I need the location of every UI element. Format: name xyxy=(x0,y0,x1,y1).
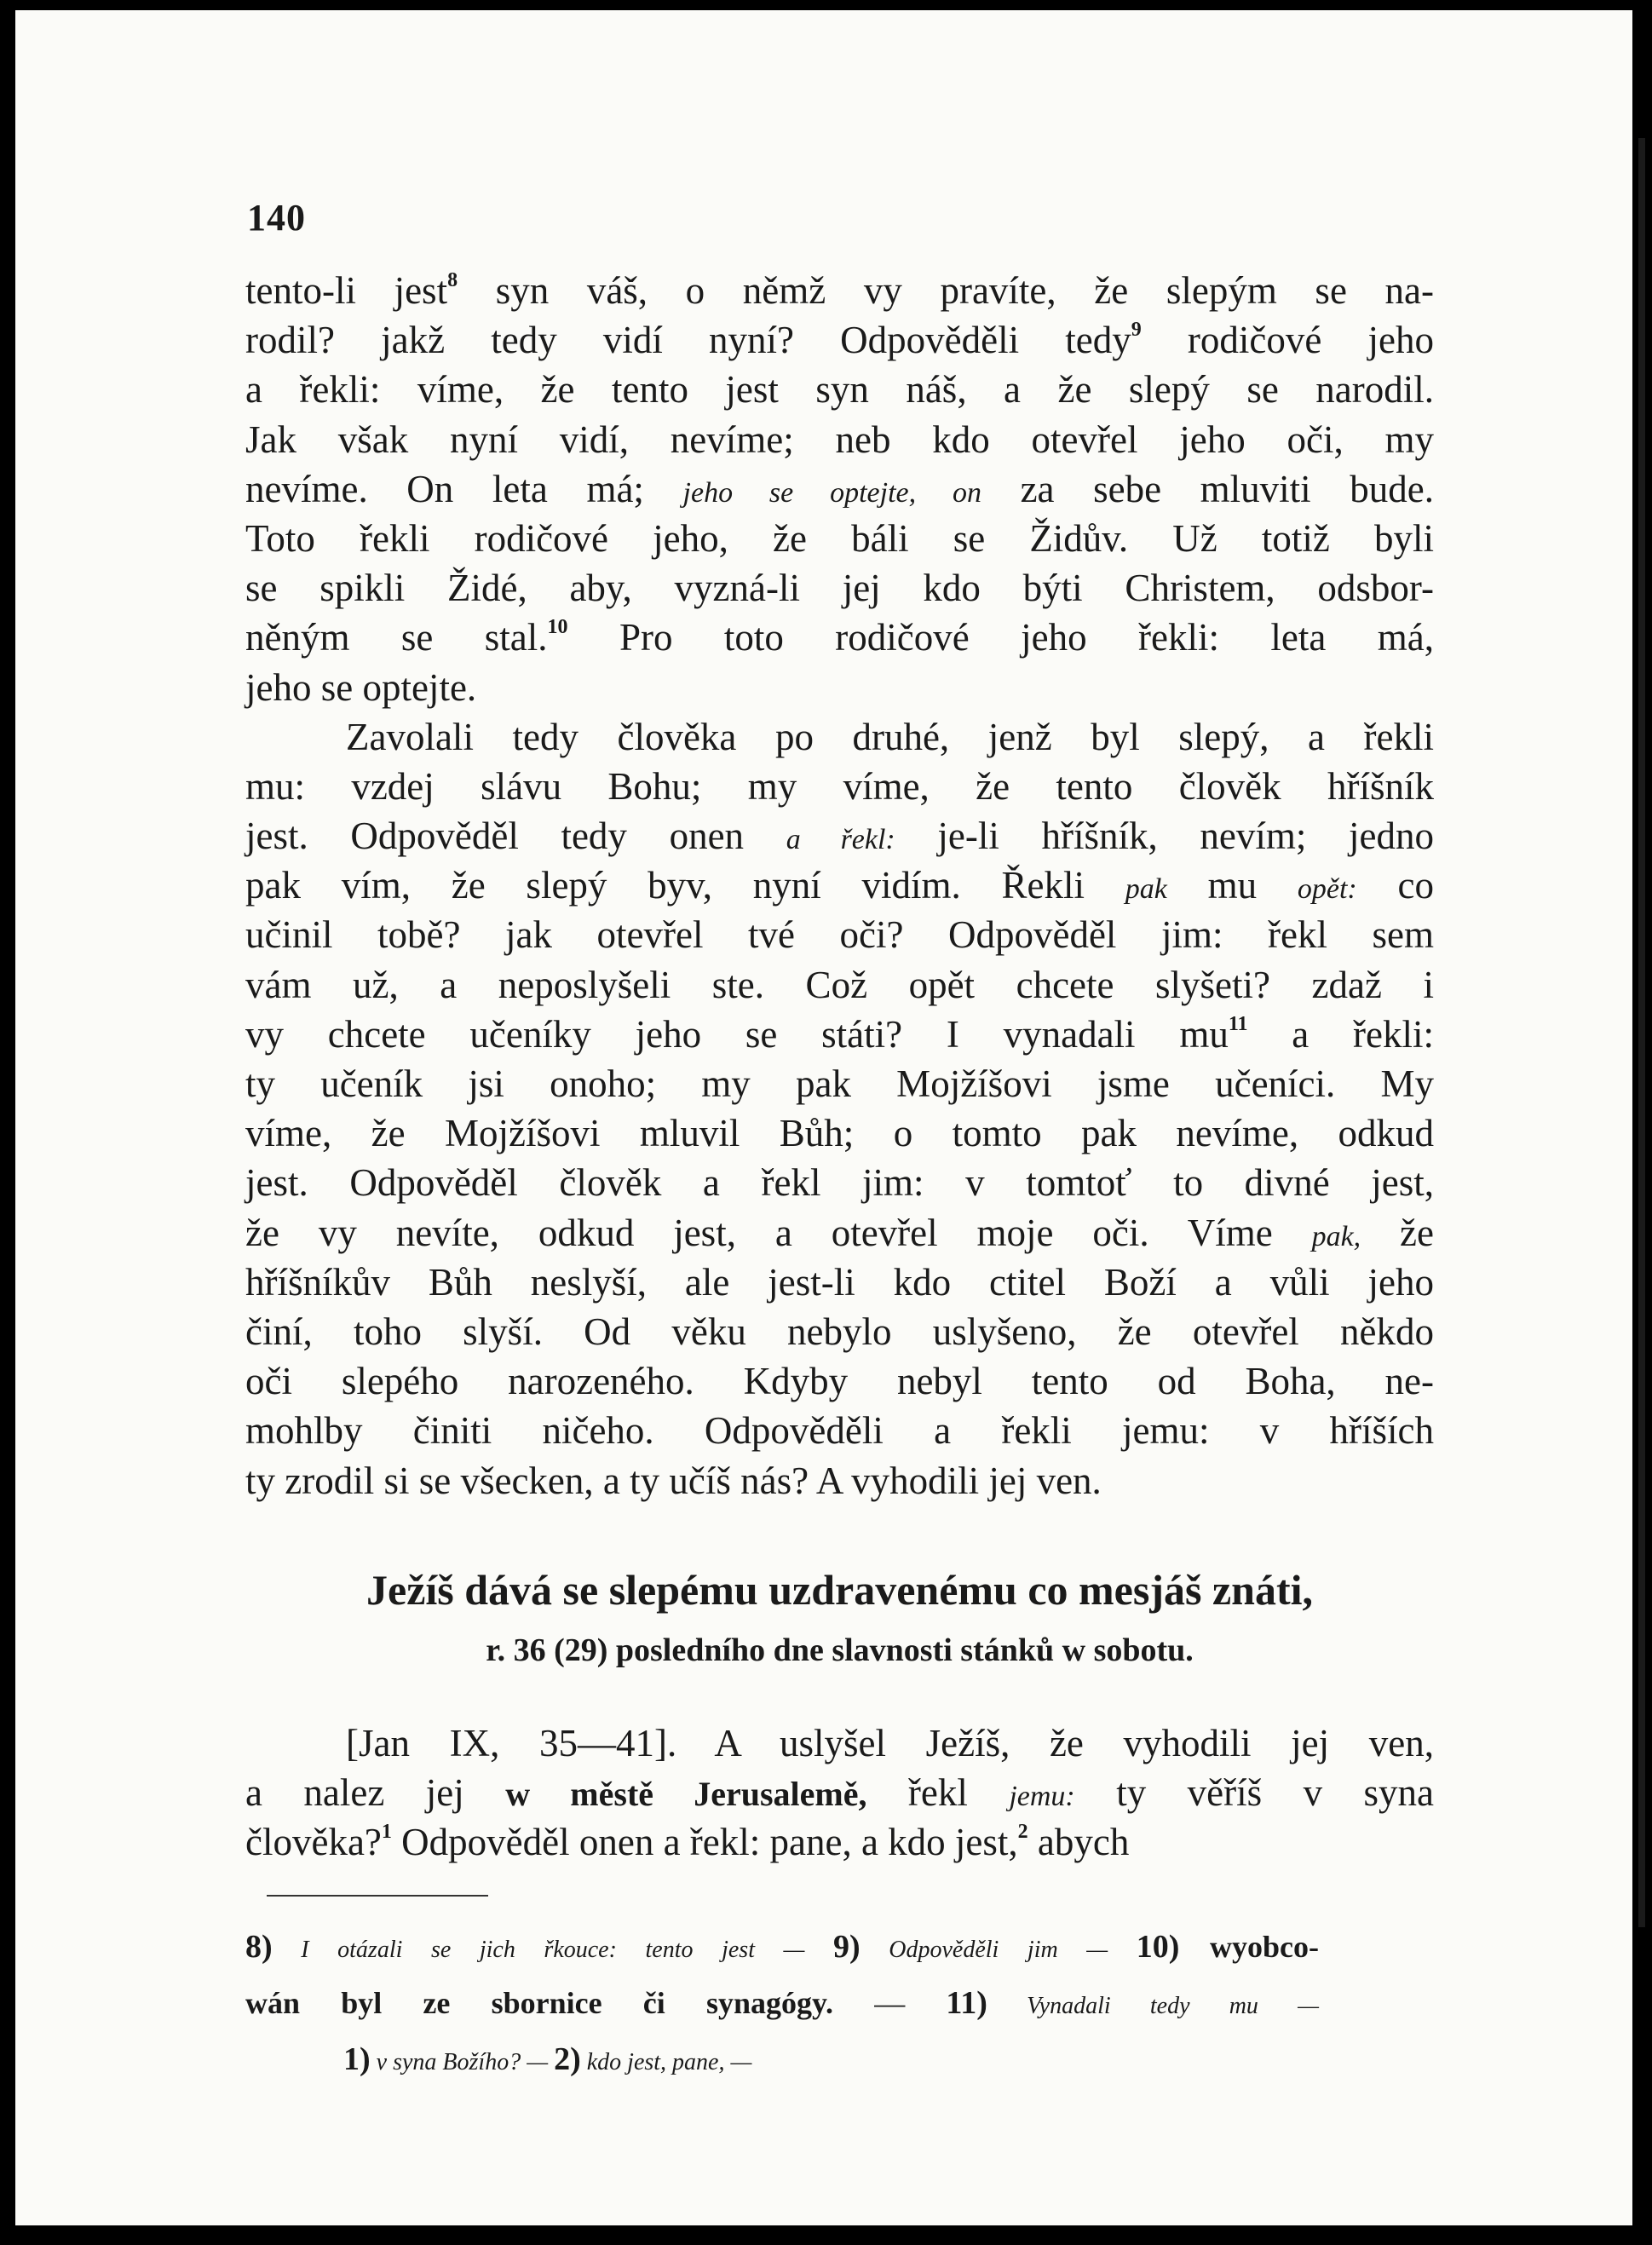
text-line xyxy=(245,1010,1434,1059)
text-span: jest. Odpověděl tedy onen xyxy=(245,815,786,858)
text-line xyxy=(245,514,1434,563)
footnote-marker: 2 xyxy=(1017,1821,1028,1844)
text-line xyxy=(245,960,1434,1010)
text-line xyxy=(245,365,1434,414)
text-line xyxy=(245,762,1434,811)
page-number: 140 xyxy=(247,197,306,239)
text-span: nevíme. On leta má; xyxy=(245,467,683,510)
footnote-number: 10) xyxy=(1136,1929,1180,1965)
text-span: činí, toho slyší. Od věku nebylo uslyšeno, že otevřel někdo xyxy=(245,1310,1434,1353)
italic-text: kdo jest, pane, — xyxy=(580,2049,752,2075)
text-line xyxy=(245,1768,1434,1817)
footnote-marker: 1 xyxy=(381,1821,392,1844)
text-span: Toto řekli rodičové jeho, že báli se Židův. Už totiž byli xyxy=(245,516,1434,560)
blackletter-text: w městě Jerusalemě, xyxy=(505,1775,867,1814)
text-span: co xyxy=(1356,864,1434,907)
italic-text: v syna Božího? — xyxy=(370,2049,555,2075)
text-span: učinil tobě? jak otevřel tvé oči? Odpověděl jim: řekl sem xyxy=(245,913,1434,957)
footnote-marker: 8 xyxy=(447,269,458,291)
italic-text: pak xyxy=(1125,873,1167,906)
text-span: abych xyxy=(1027,1821,1130,1864)
text-span: hříšníkův Bůh neslyší, ale jest-li kdo ctitel Boží a vůli jeho xyxy=(245,1260,1434,1304)
text-line xyxy=(245,712,1434,762)
text-line xyxy=(245,613,1434,662)
paragraph-3 xyxy=(245,1718,1434,1868)
text-span: vy chcete učeníky jeho se státi? I vynadali mu xyxy=(245,1012,1229,1056)
text-line xyxy=(245,1307,1434,1356)
footnote-number: 8) xyxy=(245,1929,273,1965)
footnote-number: 2) xyxy=(554,2041,581,2077)
text-line xyxy=(245,1456,1434,1505)
text-span: je-li hříšník, nevím; jedno xyxy=(895,815,1434,858)
page-edge-shadow xyxy=(1638,138,1645,1927)
text-span: a řekli: víme, že tento jest syn náš, a že slepý se narodil. xyxy=(245,368,1434,412)
text-line xyxy=(245,811,1434,861)
text-span: mu xyxy=(1166,864,1298,907)
text-span: člověka? xyxy=(245,1821,382,1864)
italic-text: a řekl: xyxy=(786,824,895,856)
footnote-marker: 10 xyxy=(547,616,568,639)
text-span: a nalez jej xyxy=(245,1771,506,1815)
text-line xyxy=(245,315,1434,365)
text-line xyxy=(245,563,1434,613)
footnote-number: 9) xyxy=(833,1929,861,1965)
text-span: rodičové jeho xyxy=(1141,319,1434,362)
footnote-marker: 9 xyxy=(1131,319,1142,342)
text-span: vám už, a neposlyšeli ste. Což opět chcete slyšeti? zdaž i xyxy=(245,963,1434,1006)
text-span: — xyxy=(833,1986,947,2020)
text-span: Odpověděl onen a řekl: pane, a kdo jest, xyxy=(391,1821,1018,1864)
text-line xyxy=(245,1817,1434,1867)
text-span: že vy nevíte, odkud jest, a otevřel moje oči. Víme xyxy=(245,1211,1312,1254)
text-span: a řekli: xyxy=(1247,1012,1434,1056)
text-line xyxy=(245,1356,1434,1406)
text-span: pak vím, že slepý byv, nyní vidím. Řekli xyxy=(245,864,1125,907)
italic-text: Odpověděli jim — xyxy=(860,1937,1137,1963)
paragraph-1 xyxy=(245,266,1434,712)
text-line xyxy=(245,464,1434,514)
text-span: syn váš, o němž vy pravíte, že slepým se na- xyxy=(458,269,1434,312)
text-span: že xyxy=(1361,1211,1434,1254)
text-span: ty učeník jsi onoho; my pak Mojžíšovi jsme učeníci. My xyxy=(245,1062,1434,1105)
italic-text: I otázali se jich řkouce: tento jest — xyxy=(272,1937,834,1963)
section-subheading: r. 36 (29) posledního dne slavnosti stánků w sobotu. xyxy=(486,1632,1194,1668)
text-span: oči slepého narozeného. Kdyby nebyl tento od Boha, ne- xyxy=(245,1360,1434,1403)
text-line xyxy=(245,266,1434,315)
text-span: Pro toto rodičové jeho řekli: leta má, xyxy=(567,616,1434,659)
book-page xyxy=(15,10,1632,2225)
text-span: mu: vzdej slávu Bohu; my víme, že tento člověk hříšník xyxy=(245,764,1434,808)
text-span: něným se stal. xyxy=(245,616,548,659)
paragraph-2 xyxy=(245,712,1434,1505)
blackletter-text: wyobco- xyxy=(1179,1930,1319,1964)
text-line xyxy=(245,1258,1434,1307)
text-line xyxy=(245,415,1434,464)
italic-text: jeho se optejte, on xyxy=(682,476,981,509)
text-line xyxy=(245,910,1434,959)
text-line xyxy=(245,1158,1434,1207)
text-span: [Jan IX, 35—41]. A uslyšel Ježíš, že vyhodili jej ven, xyxy=(346,1722,1434,1764)
text-span: tento-li jest xyxy=(245,269,448,312)
footnote-number: 1) xyxy=(343,2041,371,2077)
text-span: řekl xyxy=(866,1771,1010,1815)
italic-text: pak, xyxy=(1311,1220,1361,1252)
text-span: rodil? jakž tedy vidí nyní? Odpověděli tedy xyxy=(245,319,1131,362)
text-line xyxy=(245,2031,1319,2087)
text-span: za sebe mluviti bude. xyxy=(981,467,1435,510)
text-span: ty zrodil si se všecken, a ty učíš nás? A vyhodili jej ven. xyxy=(245,1459,1102,1502)
text-span: Zavolali tedy člověka po druhé, jenž byl slepý, a řekli xyxy=(346,715,1434,758)
text-span: jeho se optejte. xyxy=(245,665,477,709)
text-span: Jak však nyní vidí, nevíme; neb kdo otevřel jeho oči, my xyxy=(245,417,1434,461)
footnote-marker: 11 xyxy=(1228,1012,1248,1035)
italic-text: opět: xyxy=(1297,873,1357,906)
text-line xyxy=(245,1406,1434,1455)
text-line xyxy=(245,1975,1319,2031)
footnotes xyxy=(245,1919,1319,2087)
text-span: jest. Odpověděl člověk a řekl jim: v tomtoť to divné jest, xyxy=(245,1161,1434,1205)
text-line xyxy=(245,1919,1319,1975)
main-text xyxy=(245,266,1434,1505)
text-line xyxy=(245,1108,1434,1158)
text-span: ty věříš v syna xyxy=(1074,1771,1435,1815)
footnote-number: 11) xyxy=(946,1985,987,2021)
text-span: víme, že Mojžíšovi mluvil Bůh; o tomto pak nevíme, odkud xyxy=(245,1112,1434,1155)
text-span: se spikli Židé, aby, vyzná-li jej kdo býti Christem, odsbor- xyxy=(245,567,1434,610)
text-line xyxy=(245,1718,1434,1768)
text-line xyxy=(245,1208,1434,1258)
text-span: mohlby činiti ničeho. Odpověděli a řekli jemu: v hříších xyxy=(245,1409,1434,1453)
footnote-divider xyxy=(267,1895,488,1897)
text-line xyxy=(245,663,1434,712)
text-line xyxy=(245,1059,1434,1108)
italic-text: jemu: xyxy=(1009,1781,1075,1813)
italic-text: Vynadali tedy mu — xyxy=(987,1993,1320,2019)
text-line xyxy=(245,861,1434,910)
section-heading: Ježíš dává se slepému uzdravenému co mesjáš znáti, xyxy=(366,1566,1313,1614)
blackletter-text: wán byl ze sbornice či synagógy. xyxy=(245,1986,833,2020)
